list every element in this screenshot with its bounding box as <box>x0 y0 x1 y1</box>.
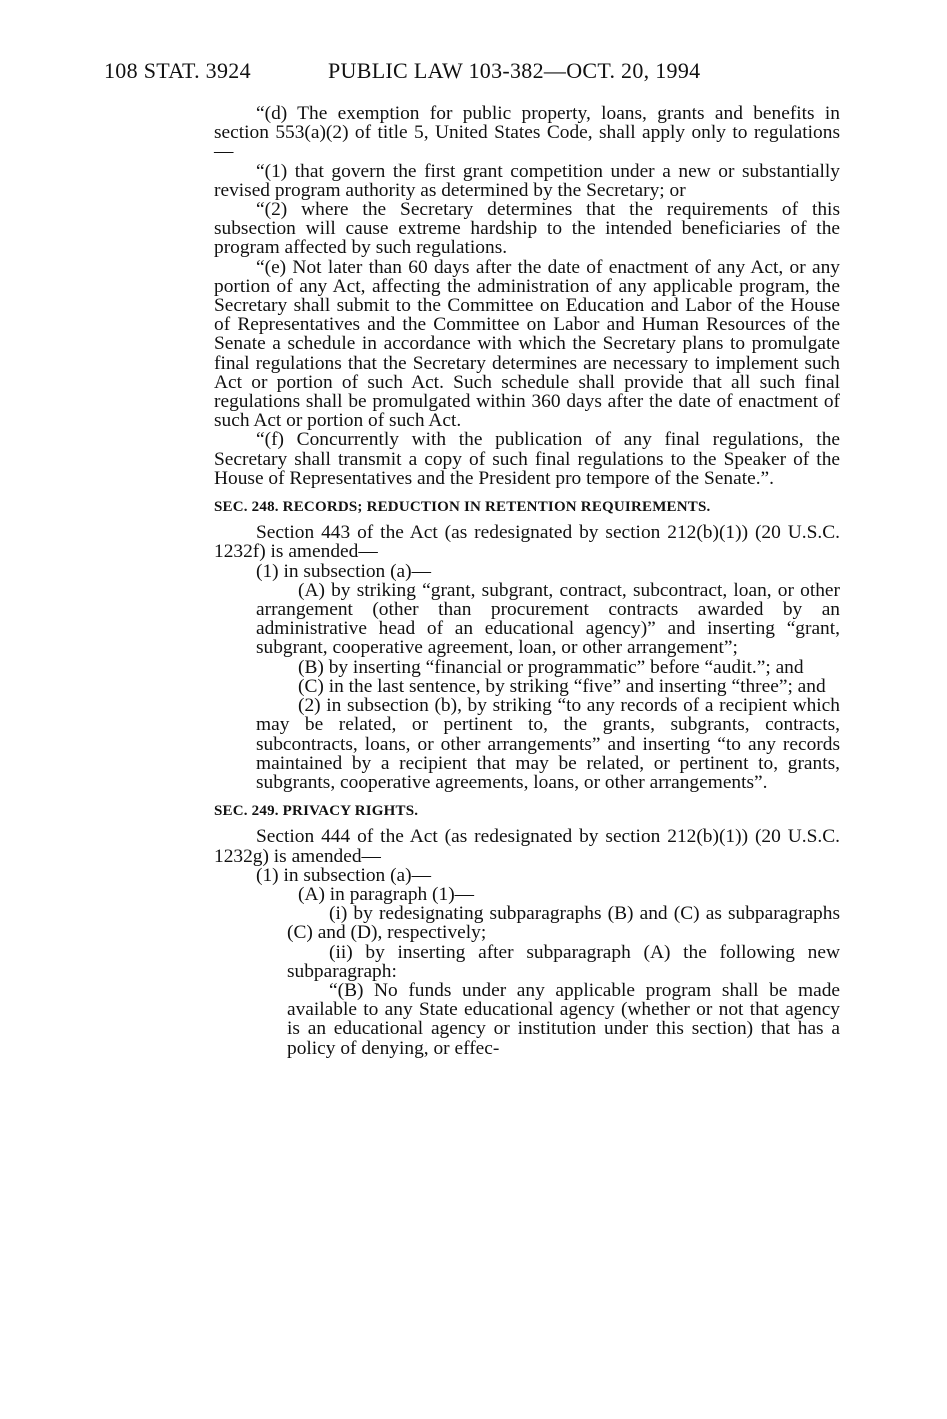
section-249-new-subparagraph-B: “(B) No funds under any applicable program shall be made available to any State educational agency (whether or not that agency is an educational agency or institution under this section) that has a policy of denying, or effec- <box>287 979 840 1059</box>
section-248-item-1C: (C) in the last sentence, by striking “five” and inserting “three”; and <box>298 675 826 697</box>
paragraph-e: “(e) Not later than 60 days after the date of enactment of any Act, or any portion of any Act, affecting the administration of any applicable program, the Secretary shall submit to the Committee on Education and Labor of the House of Representatives and the Committee on Labor and Human Resources of the Senate a schedule in accordance with which the Secretary plans to promulgate final regulations that the Secretary determines are necessary to implement such Act or portion of such Act. Such schedule shall provide that all such final regulations shall be promulgated within 360 days after the date of enactment of such Act or portion of such Act. <box>214 256 840 432</box>
section-249-item-1A: (A) in paragraph (1)— <box>298 883 475 905</box>
paragraph-d-2: “(2) where the Secretary determines that the requirements of this subsection will cause extreme hardship to the intended beneficiaries of the program affected by such regulations. <box>214 199 840 259</box>
section-249-heading: SEC. 249. PRIVACY RIGHTS. <box>214 803 419 820</box>
section-248-item-1A: (A) by striking “grant, subgrant, contract, subcontract, loan, or other arrangement (other than procurement contracts awarded by an administrative head of an educational agency)” and inserting “grant, subgrant, cooperative agreement, loan, or other arrangement”; <box>256 579 840 659</box>
public-law-citation: PUBLIC LAW 103-382—OCT. 20, 1994 <box>328 58 701 83</box>
section-249-item-1A-i: (i) by redesignating subparagraphs (B) and (C) as subparagraphs (C) and (D), respectively; <box>287 903 840 944</box>
section-248-item-1B: (B) by inserting “financial or programmatic” before “audit.”; and <box>298 656 804 678</box>
statute-body <box>214 104 840 1058</box>
paragraph-f: “(f) Concurrently with the publication of any final regulations, the Secretary shall transmit a copy of such final regulations to the Speaker of the House of Representatives and the President pro tempore of the Senate.”. <box>214 429 840 489</box>
running-head <box>104 58 844 88</box>
section-249-item-1: (1) in subsection (a)— <box>256 864 432 886</box>
section-248-item-1: (1) in subsection (a)— <box>256 560 432 582</box>
section-248-heading: SEC. 248. RECORDS; REDUCTION IN RETENTION REQUIREMENTS. <box>214 499 711 516</box>
paragraph-d-1: “(1) that govern the first grant competition under a new or substantially revised program authority as determined by the Secretary; or <box>214 160 840 201</box>
section-248-item-2: (2) in subsection (b), by striking “to any records of a recipient which may be related, or pertinent to, the grants, subgrants, contracts, subcontracts, loans, or other arrangements” and inserting “to any records maintained by a recipient that may be related, or pertinent to, grants, subgrants, cooperative agreements, loans, or other arrangements”. <box>256 695 840 793</box>
stat-citation: 108 STAT. 3924 <box>104 58 251 83</box>
section-248-intro: Section 443 of the Act (as redesignated by section 212(b)(1)) (20 U.S.C. 1232f) is amended— <box>214 522 840 563</box>
section-249-intro: Section 444 of the Act (as redesignated by section 212(b)(1)) (20 U.S.C. 1232g) is amended— <box>214 826 840 867</box>
section-249-item-1A-ii: (ii) by inserting after subparagraph (A) the following new subparagraph: <box>287 941 840 982</box>
paragraph-d-intro: “(d) The exemption for public property, loans, grants and benefits in section 553(a)(2) of title 5, United States Code, shall apply only to regulations— <box>214 103 840 163</box>
